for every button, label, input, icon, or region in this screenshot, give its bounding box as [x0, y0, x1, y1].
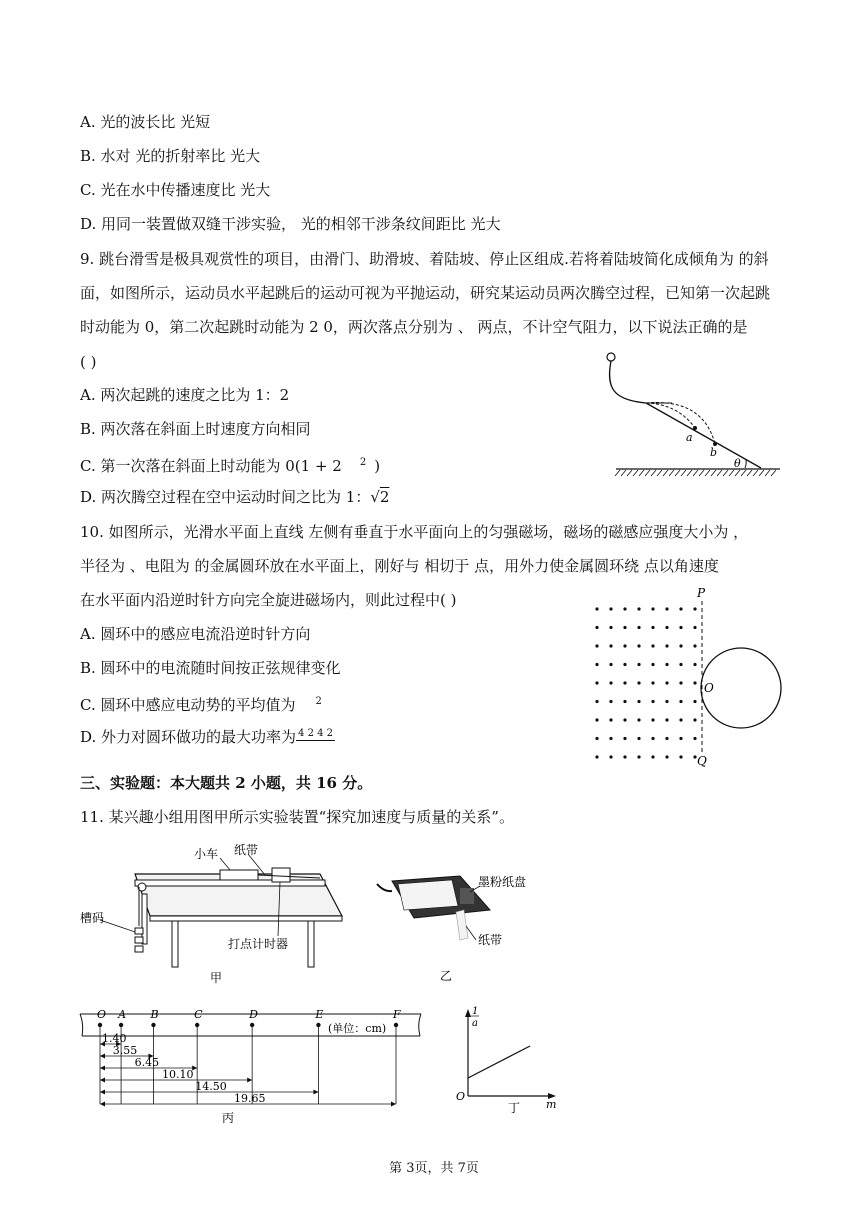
- field-dot: [595, 755, 598, 758]
- q9-ski-slope-figure: [598, 348, 788, 483]
- field-dot: [651, 607, 654, 610]
- q9-option-c-close: ): [374, 457, 381, 475]
- field-dot: [609, 626, 612, 629]
- q10-stem-line2: 半径为 、电阻为 的金属圆环放在水平面上，刚好与 相切于 点，用外力使金属圆环绕 点以角速度: [80, 557, 719, 575]
- page-footer: 第 3页，共 7页: [389, 1161, 479, 1176]
- field-dot: [651, 718, 654, 721]
- q8-option-b: B. 水对 光的折射率比 光大: [80, 147, 261, 165]
- distance-label: 10.10: [162, 1068, 194, 1081]
- field-dot: [609, 700, 612, 703]
- label-yi-tape: 纸带: [478, 933, 503, 947]
- cart: [220, 870, 258, 880]
- q10-field-dots: [595, 607, 696, 758]
- q9-angle-arc: [745, 460, 746, 468]
- field-dot: [679, 755, 682, 758]
- tape-dot: [195, 1023, 199, 1027]
- field-dot: [679, 681, 682, 684]
- field-dot: [595, 700, 598, 703]
- field-dot: [679, 626, 682, 629]
- q9-stem-line1: 9. 跳台滑雪是极具观赏性的项目，由滑门、助滑坡、着陆坡、停止区组成.若将着陆坡简化成倾角为 的斜: [80, 250, 769, 268]
- distance-arrowhead: [313, 1090, 318, 1095]
- field-dot: [651, 737, 654, 740]
- field-dot: [609, 755, 612, 758]
- distance-arrowhead: [100, 1054, 105, 1059]
- field-dot: [665, 626, 668, 629]
- distance-label: 19.65: [234, 1092, 266, 1105]
- q10-option-d-fraction: 4 2 4 2: [298, 728, 334, 739]
- q11-figure-jia: [80, 840, 350, 990]
- q11-stem: 11. 某兴趣小组用图甲所示实验装置“探究加速度与质量的关系”。: [80, 808, 514, 826]
- q9-stem-line2: 面，如图所示，运动员水平起跳后的运动可视为平抛运动，研究某运动员两次腾空过程，已知第一次起跳: [80, 284, 771, 302]
- q9-option-c: [80, 453, 380, 476]
- q8-option-c: C. 光在水中传播速度比 光大: [80, 181, 271, 199]
- field-dot: [693, 663, 696, 666]
- field-dot: [623, 607, 626, 610]
- distance-arrowhead: [247, 1078, 252, 1083]
- q9-ramp-curve: [610, 361, 646, 403]
- field-dot: [595, 681, 598, 684]
- distance-arrowhead: [100, 1078, 105, 1083]
- q10-label-o: O: [704, 681, 714, 695]
- q9-start-gate: [607, 353, 615, 361]
- distance-arrowhead: [100, 1102, 105, 1107]
- field-dot: [637, 755, 640, 758]
- q9-label-a: a: [686, 431, 693, 444]
- field-dot: [595, 607, 598, 610]
- q10-option-b: B. 圆环中的电流随时间按正弦规律变化: [80, 659, 341, 677]
- q9-option-d-radicand: 2: [379, 488, 390, 506]
- q10-option-d: [80, 727, 335, 747]
- field-dot: [609, 718, 612, 721]
- field-dot: [637, 718, 640, 721]
- tape-dot: [151, 1023, 155, 1027]
- field-dot: [623, 755, 626, 758]
- q9-option-b: B. 两次落在斜面上时速度方向相同: [80, 420, 311, 438]
- field-dot: [637, 607, 640, 610]
- distance-label: 14.50: [195, 1080, 227, 1093]
- timer-device: [272, 868, 290, 882]
- field-dot: [651, 663, 654, 666]
- field-dot: [679, 644, 682, 647]
- distance-label: 3.55: [112, 1044, 138, 1057]
- field-dot: [693, 718, 696, 721]
- caption-ding: 丁: [508, 1101, 521, 1115]
- field-dot: [637, 626, 640, 629]
- tape-dot: [394, 1023, 398, 1027]
- q10-stem-line1: 10. 如图所示，光滑水平面上直线 左侧有垂直于水平面向上的匀强磁场，磁场的磁感应强度大小为 ，: [80, 523, 749, 541]
- tape-dot: [98, 1023, 102, 1027]
- field-dot: [609, 737, 612, 740]
- field-dot: [679, 663, 682, 666]
- y-axis-arrow: [465, 1009, 471, 1017]
- q10-option-a: A. 圆环中的感应电流沿逆时针方向: [80, 625, 311, 643]
- q9-label-theta: θ: [734, 457, 741, 470]
- tape-point-label: D: [249, 1008, 258, 1021]
- field-dot: [637, 700, 640, 703]
- field-dot: [679, 700, 682, 703]
- field-dot: [679, 718, 682, 721]
- q9-option-d-text: D. 两次腾空过程在空中运动时间之比为 1：: [80, 488, 371, 506]
- q9-option-a: A. 两次起跳的速度之比为 1：2: [80, 386, 290, 404]
- field-dot: [609, 644, 612, 647]
- y-label-den: a: [472, 1018, 478, 1029]
- field-dot: [623, 700, 626, 703]
- field-dot: [665, 607, 668, 610]
- weight: [135, 928, 143, 934]
- label-ink-disk: 墨粉纸盘: [478, 875, 527, 889]
- label-cart: 小车: [194, 847, 219, 861]
- field-dot: [623, 718, 626, 721]
- field-dot: [623, 681, 626, 684]
- distance-arrowhead: [100, 1090, 105, 1095]
- tape-arrows: [100, 1032, 396, 1107]
- field-dot: [679, 607, 682, 610]
- tape-point-label: B: [150, 1008, 159, 1021]
- field-dot: [665, 718, 668, 721]
- tape-dot: [250, 1023, 254, 1027]
- q9-option-c-sup: 2: [359, 457, 367, 468]
- section3-title: 三、实验题：本大题共 2 小题，共 16 分。: [80, 774, 373, 792]
- weight: [135, 946, 143, 952]
- table-leg: [172, 921, 178, 967]
- field-dot: [693, 700, 696, 703]
- field-dot: [665, 663, 668, 666]
- field-dot: [665, 644, 668, 647]
- field-dot: [637, 644, 640, 647]
- tape-strip: [456, 910, 468, 940]
- tape-unit: (单位：cm): [328, 1022, 387, 1035]
- timer-label-plate: [398, 880, 458, 910]
- table-leg: [308, 921, 314, 967]
- field-dot: [595, 737, 598, 740]
- field-dot: [609, 663, 612, 666]
- weight: [135, 937, 143, 943]
- tape-point-label: A: [118, 1008, 127, 1021]
- field-dot: [651, 644, 654, 647]
- q9-answer-paren: ( ): [80, 353, 97, 371]
- q10-label-q: Q: [697, 754, 707, 768]
- field-dot: [623, 737, 626, 740]
- origin-label: O: [456, 1090, 466, 1103]
- field-dot: [637, 681, 640, 684]
- q9-point-a: [693, 426, 697, 430]
- tape-point-label: E: [315, 1008, 324, 1021]
- label-tape: 纸带: [234, 843, 259, 857]
- q10-stem-line3: 在水平面内沿逆时针方向完全旋进磁场内，则此过程中( ): [80, 591, 457, 609]
- q9-ground-hatch: [615, 470, 776, 476]
- caption-bing: 丙: [222, 1111, 235, 1124]
- field-dot: [693, 644, 696, 647]
- field-dot: [651, 700, 654, 703]
- field-dot: [637, 737, 640, 740]
- field-dot: [595, 718, 598, 721]
- timer-cable: [377, 884, 392, 891]
- q10-option-c: [80, 692, 322, 715]
- field-dot: [693, 737, 696, 740]
- field-dot: [665, 755, 668, 758]
- field-dot: [665, 737, 668, 740]
- field-dot: [595, 644, 598, 647]
- tape-point-label: F: [393, 1008, 401, 1021]
- caption-yi: 乙: [440, 969, 453, 983]
- track-board: [135, 880, 325, 886]
- q8-option-d: D. 用同一装置做双缝干涉实验， 光的相邻干涉条纹间距比 光大: [80, 215, 501, 233]
- distance-arrowhead: [391, 1102, 396, 1107]
- field-dot: [693, 626, 696, 629]
- tape-point-label: O: [97, 1008, 107, 1021]
- q10-option-d-text: D. 外力对圆环做功的最大功率为: [80, 728, 297, 746]
- y-label-num: 1: [472, 1006, 479, 1017]
- q9-option-d-sqrt: √2: [370, 488, 390, 506]
- q11-figure-yi: [372, 866, 552, 986]
- tape-point-label: C: [194, 1008, 203, 1021]
- ding-line: [468, 1046, 530, 1078]
- distance-label: 6.45: [134, 1056, 160, 1069]
- field-dot: [637, 663, 640, 666]
- field-dot: [693, 607, 696, 610]
- field-dot: [665, 700, 668, 703]
- field-dot: [595, 663, 598, 666]
- tape-dot: [316, 1023, 320, 1027]
- q10-option-c-text: C. 圆环中感应电动势的平均值为: [80, 696, 296, 714]
- q10-option-c-sup: 2: [315, 696, 322, 707]
- q9-label-b: b: [710, 446, 718, 459]
- distance-arrowhead: [100, 1066, 105, 1071]
- field-dot: [595, 626, 598, 629]
- tape-dot: [119, 1023, 123, 1027]
- x-label: m: [546, 1098, 557, 1111]
- q11-figure-ding: [452, 1004, 562, 1119]
- field-dot: [693, 681, 696, 684]
- field-dot: [609, 607, 612, 610]
- q9-option-c-text: C. 第一次落在斜面上时动能为 0(1 + 2: [80, 457, 342, 475]
- q9-stem-line3: 时动能为 0，第二次起跳时动能为 2 0，两次落点分别为 、 两点，不计空气阻力，以下说法正确的是: [80, 318, 748, 336]
- field-dot: [651, 626, 654, 629]
- field-dot: [665, 681, 668, 684]
- caption-jia: 甲: [210, 971, 223, 985]
- field-dot: [609, 681, 612, 684]
- field-dot: [679, 737, 682, 740]
- field-dot: [623, 644, 626, 647]
- label-weight: 槽码: [80, 911, 105, 925]
- q11-figure-bing: [76, 1006, 436, 1124]
- label-timer: 打点计时器: [228, 937, 289, 951]
- q10-label-p: P: [697, 586, 706, 600]
- field-dot: [651, 681, 654, 684]
- field-dot: [623, 626, 626, 629]
- field-dot: [651, 755, 654, 758]
- q9-landing-slope: [646, 403, 761, 468]
- q8-option-a: A. 光的波长比 光短: [80, 113, 211, 131]
- distance-label: 1.40: [102, 1032, 127, 1045]
- field-dot: [623, 663, 626, 666]
- q10-magnetic-field-figure: [585, 583, 790, 768]
- q9-option-d: [80, 487, 389, 507]
